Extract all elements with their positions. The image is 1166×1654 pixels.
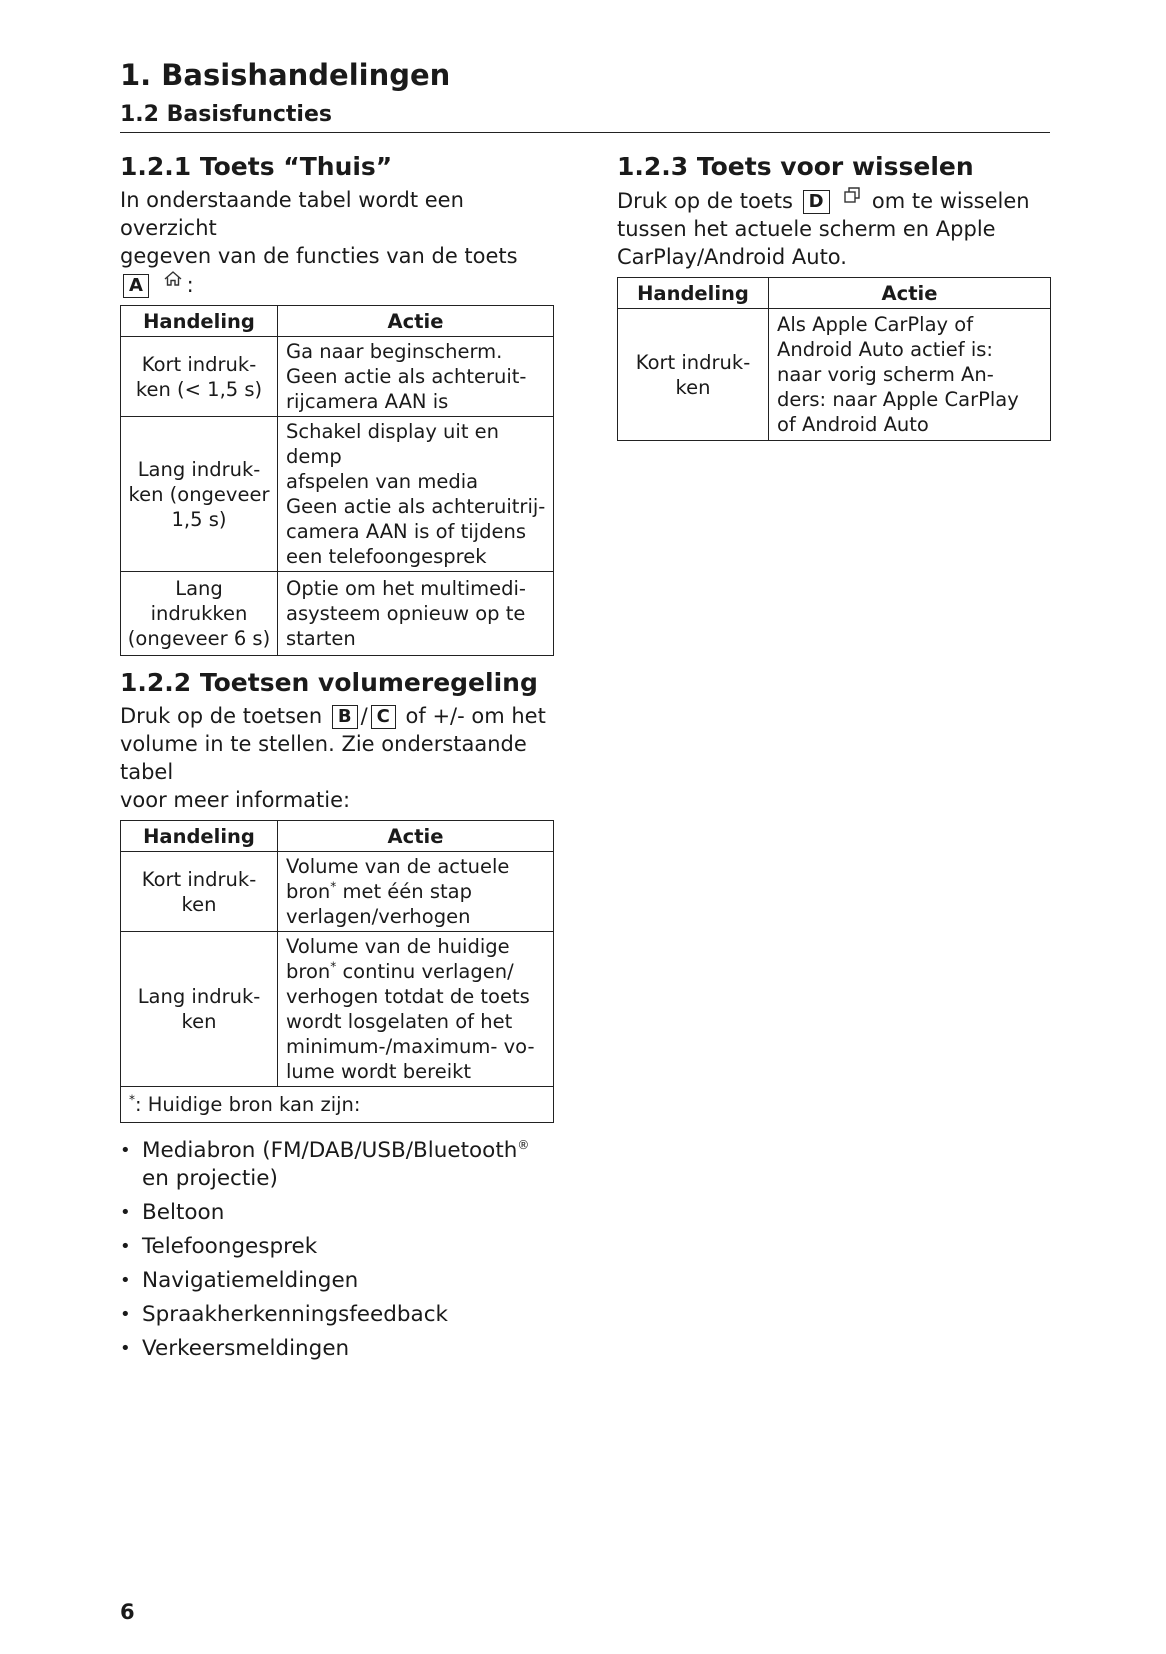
home-key-table <box>120 305 554 656</box>
table-header-row <box>121 306 554 337</box>
cell-line: Kort indruk- <box>141 352 257 376</box>
handeling-cell <box>121 852 278 932</box>
intro-line-3: CarPlay/Android Auto. <box>617 245 847 269</box>
list-item-text: Mediabron (FM/DAB/USB/Bluetooth <box>142 1138 518 1163</box>
cell-line: continu verlagen/ <box>336 960 514 983</box>
cell-line: minimum-/maximum- vo- <box>286 1035 535 1058</box>
volume-keys-table <box>120 820 554 1123</box>
cell-line: een telefoongesprek <box>286 545 487 568</box>
cell-line: Ga naar beginscherm. <box>286 340 503 363</box>
section-home-key-intro <box>120 186 554 299</box>
left-column <box>120 148 554 1369</box>
intro-line-2: volume in te stellen. Zie onderstaande tabel <box>120 732 527 784</box>
table-header-row <box>618 278 1051 309</box>
actie-cell <box>278 852 554 932</box>
cell-line: Kort indruk- <box>141 867 257 891</box>
key-separator: / <box>360 704 368 728</box>
key-b-label: B <box>332 705 358 729</box>
intro-colon: : <box>186 273 194 297</box>
cell-line: met één stap <box>336 880 472 903</box>
handeling-cell <box>121 932 278 1087</box>
section-switch-key-intro <box>617 186 1051 271</box>
section-home-key <box>120 148 554 656</box>
cell-line: verlagen/verhogen <box>286 905 471 928</box>
table-row <box>121 417 554 572</box>
section-volume-keys-intro <box>120 702 554 814</box>
intro-line-2: gegeven van de functies van de toets <box>120 244 518 268</box>
list-item <box>120 1335 554 1363</box>
actie-cell <box>278 337 554 417</box>
list-item <box>120 1199 554 1227</box>
section-home-key-title: 1.2.1 Toets “Thuis” <box>120 152 393 181</box>
cell-line: ken <box>675 375 711 399</box>
registered-mark: ® <box>517 1137 530 1152</box>
table-row <box>618 309 1051 441</box>
cell-line: ken (ongeveer <box>128 482 270 506</box>
handeling-cell <box>618 309 769 441</box>
cell-line: afspelen van media <box>286 470 479 493</box>
cell-line: Optie om het multimedi- <box>286 577 526 600</box>
cell-line: ken <box>181 892 217 916</box>
cell-line: Lang indruk- <box>137 985 261 1008</box>
section-volume-keys <box>120 664 554 1363</box>
cell-line: (ongeveer 6 s) <box>127 627 271 650</box>
cell-line: starten <box>286 627 356 650</box>
column-header-handeling: Handeling <box>121 306 278 337</box>
key-c-label: C <box>371 705 396 729</box>
table-row <box>121 337 554 417</box>
list-item <box>120 1267 554 1295</box>
cell-line: rijcamera AAN is <box>286 390 449 413</box>
list-item-text: Beltoon <box>142 1200 225 1225</box>
switch-screen-icon <box>843 186 861 204</box>
column-header-actie: Actie <box>769 278 1051 309</box>
chapter-title: 1. Basishandelingen <box>120 58 451 92</box>
switch-key-table <box>617 277 1051 441</box>
actie-cell <box>769 309 1051 441</box>
list-item <box>120 1137 554 1193</box>
list-item-text: en projectie) <box>142 1166 278 1191</box>
column-header-actie: Actie <box>278 306 554 337</box>
list-item <box>120 1301 554 1329</box>
cell-line: Geen actie als achteruitrij- <box>286 495 546 518</box>
page-header <box>120 52 1048 132</box>
cell-line: Kort indruk- <box>635 350 751 374</box>
list-item <box>120 1233 554 1261</box>
intro-line-3: voor meer informatie: <box>120 788 351 812</box>
section-volume-keys-title: 1.2.2 Toetsen volumeregeling <box>120 668 538 697</box>
cell-line: bron <box>286 960 331 983</box>
cell-line: wordt losgelaten of het <box>286 1010 513 1033</box>
intro-pre: Druk op de toets <box>617 189 793 213</box>
intro-line-1: In onderstaande tabel wordt een overzicht <box>120 188 464 240</box>
column-header-actie: Actie <box>278 821 554 852</box>
column-header-handeling: Handeling <box>618 278 769 309</box>
home-icon <box>163 270 183 288</box>
key-a-label: A <box>123 274 149 298</box>
actie-cell <box>278 417 554 572</box>
cell-line: naar vorig scherm An- <box>777 363 994 386</box>
page-number: 6 <box>120 1600 135 1624</box>
right-column <box>617 148 1051 441</box>
column-header-handeling: Handeling <box>121 821 278 852</box>
table-header-row <box>121 821 554 852</box>
cell-line: Volume van de huidige <box>286 935 510 958</box>
cell-line: Volume van de actuele <box>286 855 510 878</box>
cell-line: Als Apple CarPlay of <box>777 313 974 336</box>
table-row <box>121 932 554 1087</box>
table-row <box>121 572 554 656</box>
footnote-mark: * <box>330 879 337 894</box>
table-row <box>121 852 554 932</box>
cell-line: lume wordt bereikt <box>286 1060 472 1083</box>
source-list <box>120 1137 554 1363</box>
cell-line: ken <box>181 1010 217 1033</box>
footnote-text: : Huidige bron kan zijn: <box>135 1093 361 1116</box>
cell-line: ders: naar Apple CarPlay <box>777 388 1019 411</box>
intro-post: om te wisselen <box>871 189 1030 213</box>
cell-line: Lang indruk- <box>137 457 261 481</box>
handeling-cell <box>121 337 278 417</box>
table-note-row <box>121 1087 554 1123</box>
cell-line: Lang indrukken <box>150 577 248 625</box>
footnote-mark: * <box>129 1092 135 1107</box>
intro-post: of +/- om het <box>405 704 546 728</box>
cell-line: 1,5 s) <box>171 507 227 531</box>
intro-pre: Druk op de toetsen <box>120 704 323 728</box>
cell-line: Android Auto actief is: <box>777 338 994 361</box>
header-divider <box>120 132 1050 133</box>
intro-line-2: tussen het actuele scherm en Apple <box>617 217 996 241</box>
handeling-cell <box>121 417 278 572</box>
list-item-text: Verkeersmeldingen <box>142 1336 350 1361</box>
list-item-text: Spraakherkenningsfeedback <box>142 1302 449 1327</box>
table-note <box>121 1087 554 1123</box>
cell-line: of Android Auto <box>777 413 929 436</box>
cell-line: bron <box>286 880 331 903</box>
actie-cell <box>278 572 554 656</box>
cell-line: verhogen totdat de toets <box>286 985 530 1008</box>
cell-line: Schakel display uit en demp <box>286 420 500 468</box>
actie-cell <box>278 932 554 1087</box>
cell-line: ken (< 1,5 s) <box>135 377 263 401</box>
list-item-text: Navigatiemeldingen <box>142 1268 359 1293</box>
cell-line: asysteem opnieuw op te <box>286 602 526 625</box>
handeling-cell <box>121 572 278 656</box>
section-switch-key <box>617 148 1051 441</box>
section-title: 1.2 Basisfuncties <box>120 102 332 127</box>
cell-line: camera AAN is of tijdens <box>286 520 526 543</box>
cell-line: Geen actie als achteruit- <box>286 365 527 388</box>
footnote-mark: * <box>330 959 337 974</box>
section-switch-key-title: 1.2.3 Toets voor wisselen <box>617 152 974 181</box>
key-d-label: D <box>803 190 830 214</box>
list-item-text: Telefoongesprek <box>142 1234 318 1259</box>
